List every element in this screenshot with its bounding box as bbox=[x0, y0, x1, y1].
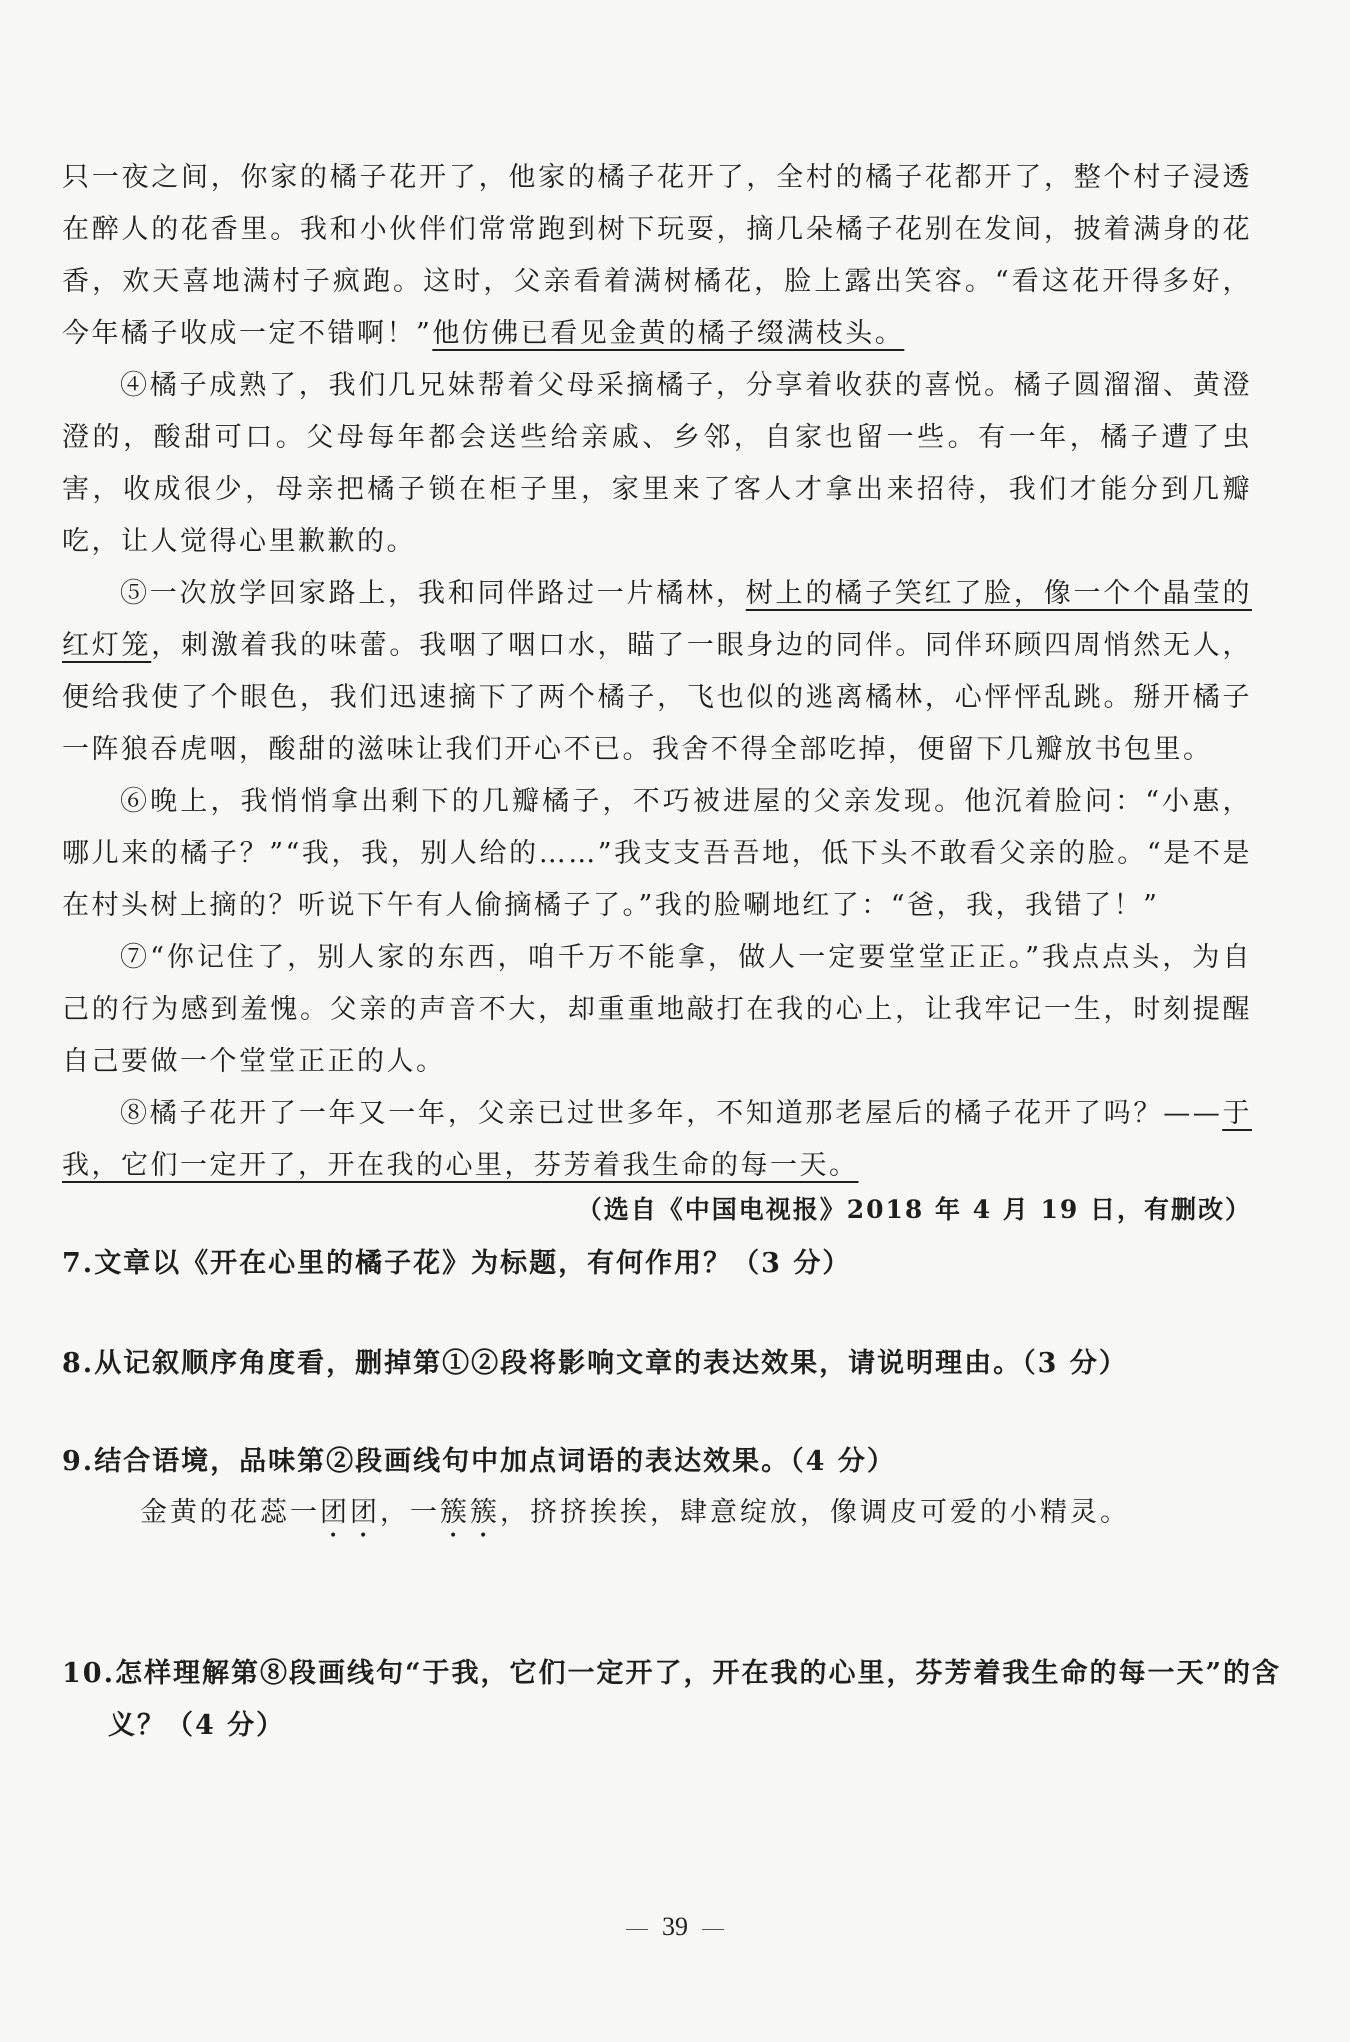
paragraph-text: ⑤一次放学回家路上，我和同伴路过一片橘林， bbox=[120, 578, 746, 609]
footer-dash-left bbox=[626, 1929, 648, 1930]
question-7 bbox=[62, 1238, 1262, 1290]
question-8 bbox=[62, 1338, 1262, 1390]
paragraph-text: 只一夜之间，你家的橘子花开了，他家的橘子花开了，全村的橘子花都开了，整个村子浸透在醉人的花香里。我和小伙伴们常常跑到树下玩耍，摘几朵橘子花别在发间，披着满身的花香，欢天喜地满村子疯跑。这时，父亲看着满树橘花，脸上露出笑容。“看这花开得多好，今年橘子收成一定不错啊！” bbox=[62, 162, 1252, 349]
question-9 bbox=[62, 1436, 1262, 1488]
dotted-word: 簇簇 bbox=[440, 1497, 500, 1528]
dotted-word: 团团 bbox=[320, 1497, 380, 1528]
question-text: 结合语境，品味第②段画线句中加点词语的表达效果。（4 分） bbox=[94, 1446, 896, 1477]
article-paragraph-6: ⑥晚上，我悄悄拿出剩下的几瓣橘子，不巧被进屋的父亲发现。他沉着脸问：“小惠，哪儿来的橘子？”“我，我，别人给的……”我支支吾吾地，低下头不敢看父亲的脸。“是不是在村头树上摘的？听说下午有人偷摘橘子了。”我的脸唰地红了：“爸，我，我错了！” bbox=[62, 786, 1252, 921]
article-paragraph-5 bbox=[62, 568, 1252, 776]
article-paragraph-7: ⑦“你记住了，别人家的东西，咱千万不能拿，做人一定要堂堂正正。”我点点头，为自己的行为感到羞愧。父亲的声音不大，却重重地敲打在我的心上，让我牢记一生，时刻提醒自己要做一个堂堂正正的人。 bbox=[62, 942, 1252, 1077]
question-number: 10. bbox=[62, 1658, 115, 1689]
quote-text: 金黄的花蕊一 bbox=[140, 1497, 320, 1528]
article-paragraph-4: ④橘子成熟了，我们几兄妹帮着父母采摘橘子，分享着收获的喜悦。橘子圆溜溜、黄澄澄的，酸甜可口。父母每年都会送些给亲戚、乡邻，自家也留一些。有一年，橘子遭了虫害，收成很少，母亲把橘子锁在柜子里，家里来了客人才拿出来招待，我们才能分到几瓣吃，让人觉得心里歉歉的。 bbox=[62, 370, 1252, 557]
article-paragraph-continued bbox=[62, 152, 1252, 360]
page-number-footer bbox=[0, 1912, 1350, 1942]
question-number: 9. bbox=[62, 1446, 95, 1477]
question-text: 文章以《开在心里的橘子花》为标题，有何作用？（3 分） bbox=[94, 1248, 852, 1279]
quote-text: ，一 bbox=[380, 1497, 440, 1528]
underlined-sentence: 树上的橘子笑红了脸，像一个个晶莹的红灯笼 bbox=[62, 578, 1253, 661]
page-number: 39 bbox=[662, 1912, 688, 1941]
underlined-sentence: 于我，它们一定开了，开在我的心里，芬芳着我生命的每一天。 bbox=[62, 1098, 1253, 1181]
question-10 bbox=[62, 1648, 1308, 1752]
quote-text: ，挤挤挨挨，肆意绽放，像调皮可爱的小精灵。 bbox=[500, 1497, 1130, 1528]
question-text: 从记叙顺序角度看，删掉第①②段将影响文章的表达效果，请说明理由。（3 分） bbox=[94, 1348, 1128, 1379]
question-text: 怎样理解第⑧段画线句“于我，它们一定开了，开在我的心里，芬芳着我生命的每一天”的含义？（4 分） bbox=[108, 1658, 1282, 1741]
question-number: 7. bbox=[62, 1248, 95, 1279]
paragraph-text: ，刺激着我的味蕾。我咽了咽口水，瞄了一眼身边的同伴。同伴环顾四周悄然无人，便给我使了个眼色，我们迅速摘下了两个橘子，飞也似的逃离橘林，心怦怦乱跳。掰开橘子一阵狼吞虎咽，酸甜的滋味让我们开心不已。我舍不得全部吃掉，便留下几瓣放书包里。 bbox=[62, 630, 1253, 765]
paragraph-text: ⑧橘子花开了一年又一年，父亲已过世多年，不知道那老屋后的橘子花开了吗？—— bbox=[120, 1098, 1223, 1129]
question-number: 8. bbox=[62, 1348, 95, 1379]
footer-dash-right bbox=[702, 1929, 724, 1930]
article-paragraph-8 bbox=[62, 1088, 1252, 1192]
question-9-quoted-sentence bbox=[140, 1490, 1130, 1544]
underlined-sentence: 他仿佛已看见金黄的橘子缀满枝头。 bbox=[432, 318, 905, 349]
source-citation: （选自《中国电视报》2018 年 4 月 19 日，有删改） bbox=[576, 1195, 1252, 1224]
